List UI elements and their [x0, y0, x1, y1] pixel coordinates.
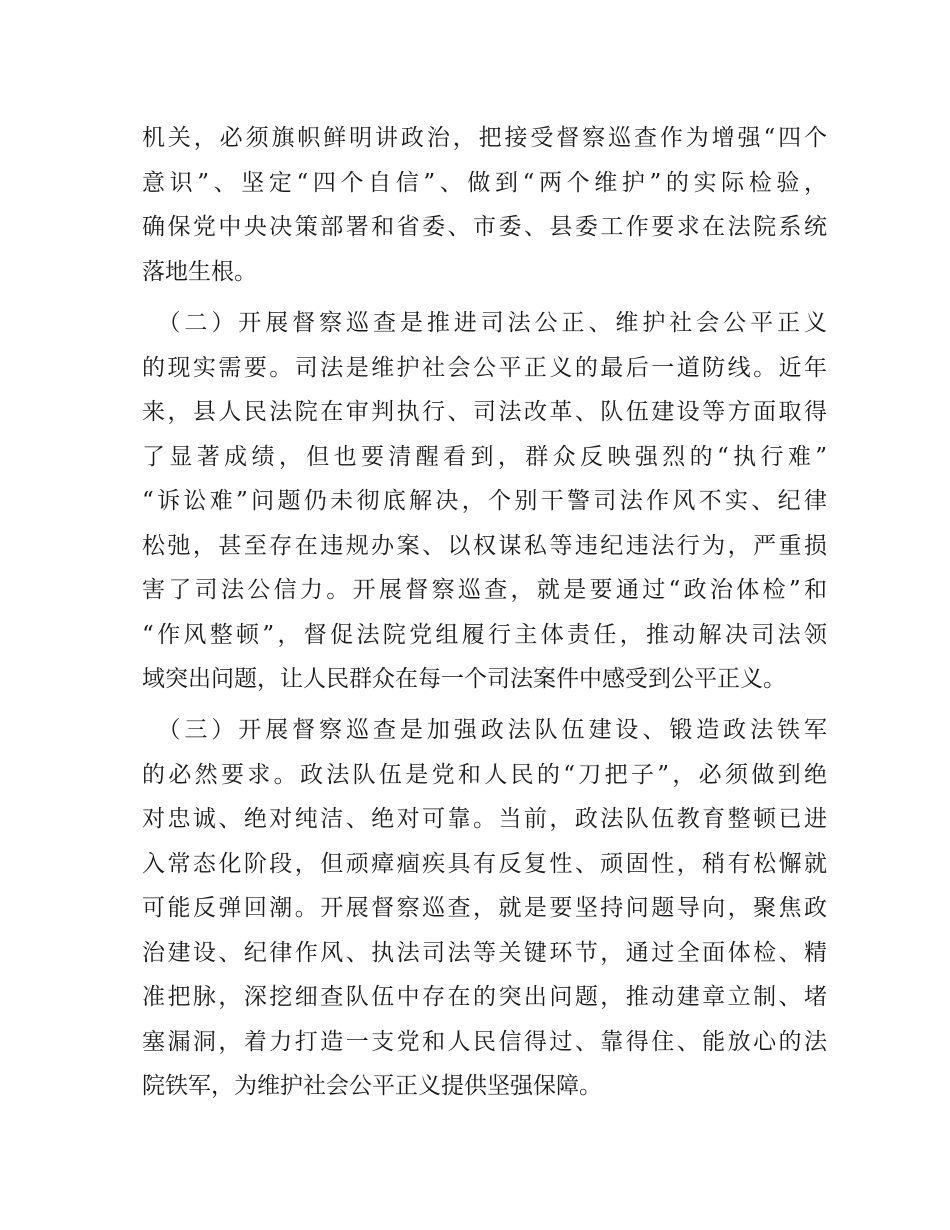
text-line: 对忠诚、绝对纯洁、绝对可靠。当前，政法队伍教育整顿已进: [142, 806, 827, 832]
text-line: 确保党中央决策部署和省委、市委、县委工作要求在法院系统: [142, 214, 827, 240]
text-line: 治建设、纪律作风、执法司法等关键环节，通过全面体检、精: [142, 939, 827, 966]
paragraph-section-3: [142, 708, 827, 1109]
text-line: 入常态化阶段，但顽瘴痼疾具有反复性、顽固性，稍有松懈就: [142, 850, 827, 877]
text-line: 的现实需要。司法是维护社会公平正义的最后一道防线。近年: [142, 354, 827, 381]
text-line: 的必然要求。政法队伍是党和人民的“刀把子”，必须做到绝: [142, 761, 827, 788]
text-line: 来，县人民法院在审判执行、司法改革、队伍建设等方面取得: [142, 399, 827, 425]
text-line: 塞漏洞，着力打造一支党和人民信得过、靠得住、能放心的法: [142, 1028, 827, 1055]
paragraph-intro-continuation: [142, 116, 827, 294]
text-line: “作风整顿”，督促法院党组履行主体责任，推动解决司法领: [142, 621, 827, 648]
text-line: 害了司法公信力。开展督察巡查，就是要通过“政治体检”和: [142, 577, 827, 603]
text-line: 院铁军，为维护社会公平正义提供坚强保障。: [142, 1073, 602, 1099]
text-line: 意识”、坚定“四个自信”、做到“两个维护”的实际检验，: [142, 169, 827, 196]
text-line: 落地生根。: [142, 258, 257, 285]
text-line: 可能反弹回潮。开展督察巡查，就是要坚持问题导向，聚焦政: [142, 895, 827, 921]
text-line: 松弛，甚至存在违规办案、以权谋私等违纪违法行为，严重损: [142, 532, 827, 559]
paragraph-section-2: [142, 301, 827, 702]
text-line: 准把脉，深挖细查队伍中存在的突出问题，推动建章立制、堵: [142, 984, 827, 1010]
text-line: （三）开展督察巡查是加强政法队伍建设、锻造政法铁军: [142, 717, 827, 743]
text-line: “诉讼难”问题仍未彻底解决，个别干警司法作风不实、纪律: [142, 488, 827, 514]
text-line: 域突出问题，让人民群众在每一个司法案件中感受到公平正义。: [142, 666, 786, 692]
text-line: 机关，必须旗帜鲜明讲政治，把接受督察巡查作为增强“四个: [142, 125, 827, 151]
text-line: （二）开展督察巡查是推进司法公正、维护社会公平正义: [142, 310, 827, 336]
text-line: 了显著成绩，但也要清醒看到，群众反映强烈的“执行难”: [142, 443, 827, 470]
